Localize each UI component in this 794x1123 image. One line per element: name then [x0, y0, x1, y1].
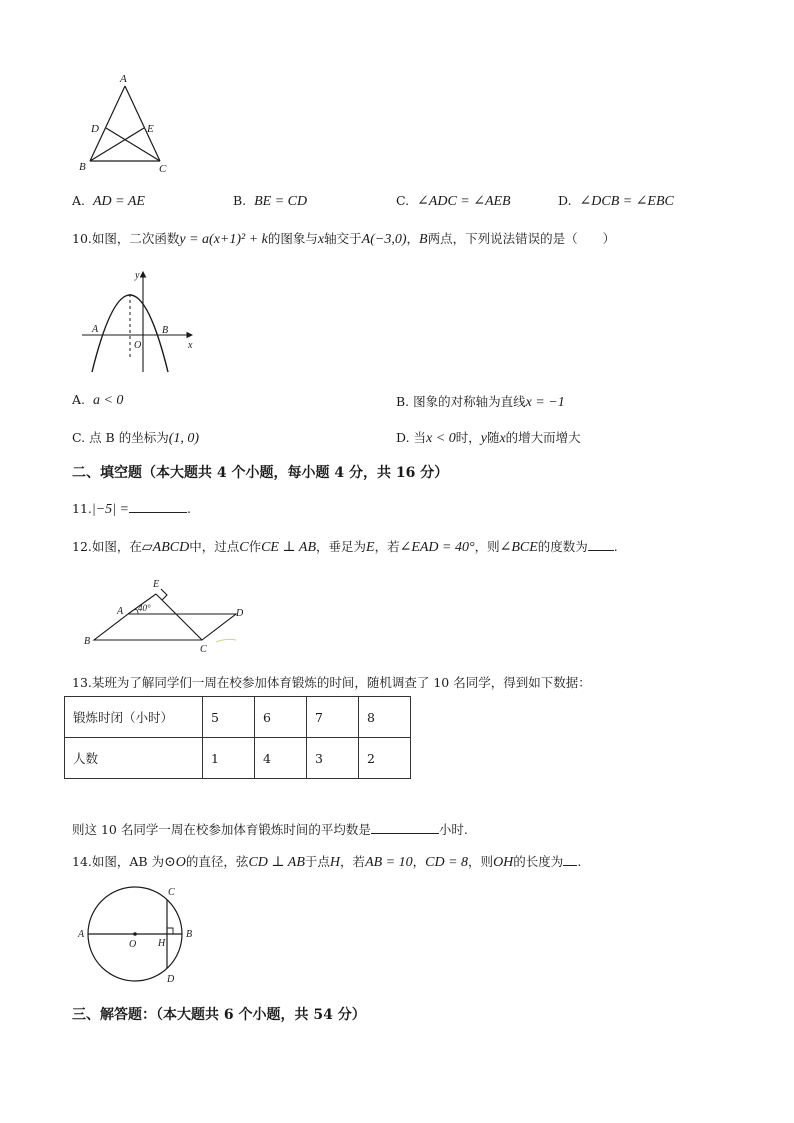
- pencil-mark: [216, 639, 236, 642]
- q10-option-b: B. 图象的对称轴为直线x = −1: [396, 394, 565, 410]
- table-cell: 4: [255, 738, 307, 779]
- q11-question: 11.|−5| = .: [72, 501, 191, 517]
- q12-parallelogram-figure: [76, 572, 252, 656]
- q9-option-b: B. BE = CD: [233, 193, 308, 209]
- label-c: C: [200, 644, 207, 655]
- segment-ce: [156, 594, 202, 640]
- q13-data-table: [64, 696, 411, 779]
- q10-option-a: A. a < 0: [72, 392, 124, 408]
- table-cell: 5: [203, 697, 255, 738]
- q9-option-a: A. AD = AE: [72, 193, 145, 209]
- label-a: A: [78, 929, 85, 940]
- table-cell: 2: [359, 738, 411, 779]
- table-cell: 3: [307, 738, 359, 779]
- graph-label-a: A: [92, 324, 99, 335]
- q13-answer-blank[interactable]: [371, 821, 439, 834]
- q14-answer-blank[interactable]: [563, 853, 577, 866]
- q10-option-d: D. 当x < 0时，y随x的增大而增大: [396, 430, 581, 446]
- q14-question: 14.如图，AB 为⊙O的直径，弦CD ⊥ AB于点H，若AB = 10，CD = 8，则OH的长度为 .: [72, 854, 582, 870]
- q10-parabola-graph: [80, 266, 200, 378]
- label-a: A: [117, 606, 124, 617]
- table-cell: 1: [203, 738, 255, 779]
- table-cell: 锻炼时闭（小时）: [65, 697, 203, 738]
- label-o: O: [129, 939, 137, 950]
- q12-question: 12.如图，在▱ABCD中，过点C作CE ⊥ AB，垂足为E，若∠EAD = 40°，则∠BCE的度数为 .: [72, 539, 618, 555]
- table-cell: 人数: [65, 738, 203, 779]
- label-b: B: [79, 161, 86, 173]
- label-d: D: [236, 608, 244, 619]
- graph-label-x: x: [188, 340, 193, 351]
- center-point: [133, 932, 137, 936]
- right-angle-mark: [161, 589, 167, 600]
- q12-answer-blank[interactable]: [588, 538, 614, 551]
- q9-option-d: D. ∠DCB = ∠EBC: [558, 193, 674, 209]
- right-angle-mark: [167, 928, 173, 934]
- q13-data-table-wrapper: [64, 696, 411, 779]
- table-row: [65, 697, 411, 738]
- q9-option-c: C. ∠ADC = ∠AEB: [396, 193, 511, 209]
- table-cell: 7: [307, 697, 359, 738]
- label-d: D: [167, 974, 175, 985]
- label-b: B: [84, 636, 91, 647]
- label-e: E: [147, 123, 154, 135]
- table-cell: 6: [255, 697, 307, 738]
- label-c: C: [159, 163, 167, 175]
- graph-label-b: B: [162, 325, 169, 336]
- parallelogram-abcd: [94, 614, 236, 640]
- q13-question: 13.某班为了解同学们一周在校参加体育锻炼的时间，随机调查了 10 名同学，得到如下数据：: [72, 675, 591, 690]
- label-b: B: [186, 929, 193, 940]
- label-h: H: [158, 938, 166, 949]
- q10-question: 10.如图，二次函数y = a(x+1)² + k的图象与x轴交于A(−3,0)，B两点，下列说法错误的是（ ）: [72, 231, 616, 247]
- q13-followup: 则这 10 名同学一周在校参加体育锻炼时间的平均数是 小时.: [72, 822, 468, 837]
- q14-circle-figure: [76, 880, 206, 988]
- section-2-heading: 二、填空题（本大题共 4 个小题，每小题 4 分，共 16 分）: [72, 465, 449, 481]
- table-cell: 8: [359, 697, 411, 738]
- q11-answer-blank[interactable]: [129, 500, 187, 513]
- graph-label-y: y: [135, 270, 140, 281]
- q9-triangle-figure: [74, 72, 174, 180]
- label-e: E: [153, 579, 160, 590]
- label-a: A: [120, 73, 127, 85]
- angle-label: 40°: [138, 603, 151, 613]
- label-c: C: [168, 887, 175, 898]
- graph-label-o: O: [134, 340, 142, 351]
- label-d: D: [91, 123, 99, 135]
- section-3-heading: 三、解答题：（本大题共 6 个小题，共 54 分）: [72, 1007, 366, 1023]
- q10-option-c: C. 点 B 的坐标为(1, 0): [72, 430, 200, 446]
- table-row: [65, 738, 411, 779]
